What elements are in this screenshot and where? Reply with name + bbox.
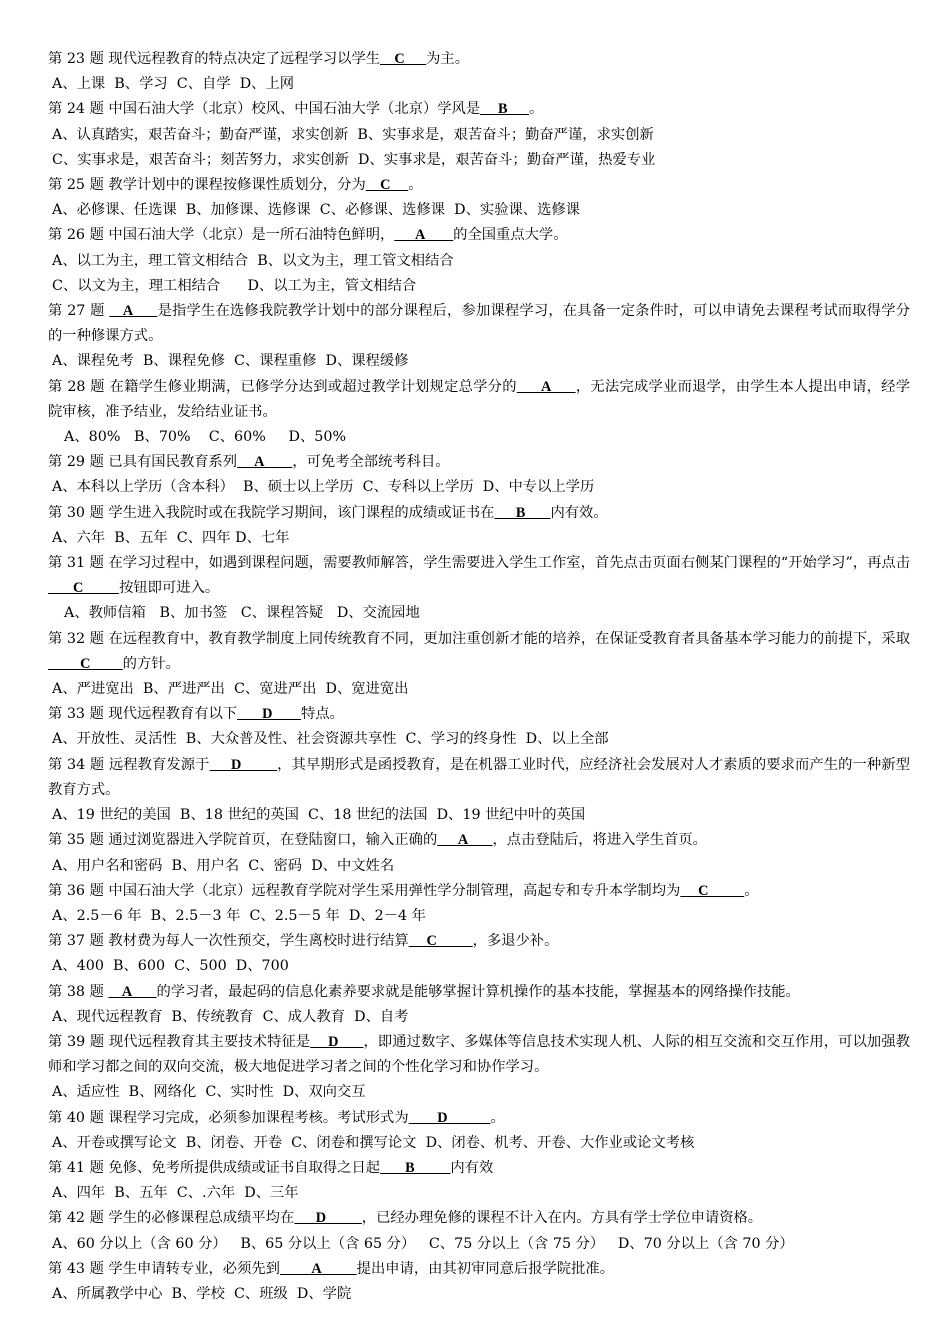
answer-blank: D xyxy=(209,756,278,773)
question-text-after: 的学习者，最起码的信息化素养要求就是能够掌握计算机操作的基本技能，掌握基本的网络操作技能。 xyxy=(156,983,800,1000)
question-block xyxy=(48,627,910,703)
question-text-after: ，可免考全部统考科目。 xyxy=(292,454,450,471)
question-block xyxy=(48,1206,910,1256)
question-text-before: 第 26 题 中国石油大学（北京）是一所石油特色鲜明， xyxy=(48,227,395,244)
question-text-after: 内有效。 xyxy=(550,504,608,521)
question-stem xyxy=(48,980,910,1005)
options-line: A、80% B、70% C、60% D、50% xyxy=(64,429,347,446)
answer-blank: B xyxy=(480,101,529,118)
question-block xyxy=(48,753,910,829)
options-line: C、以文为主，理工相结合 D、以工为主，管文相结合 xyxy=(52,277,417,294)
answer-blank: D xyxy=(237,706,302,723)
question-stem xyxy=(48,753,910,803)
question-text-before: 第 23 题 现代远程教育的特点决定了远程学习以学生 xyxy=(48,51,381,67)
question-stem xyxy=(48,1106,910,1131)
question-block xyxy=(48,879,910,929)
answer-blank: C xyxy=(680,882,745,899)
question-text-before: 第 34 题 远程教育发源于 xyxy=(48,756,210,773)
question-stem xyxy=(48,1206,910,1231)
question-text-before: 第 36 题 中国石油大学（北京）远程教育学院对学生采用弹性学分制管理，高起专和专升本学制均为 xyxy=(48,882,681,899)
question-stem xyxy=(48,299,910,349)
options-line: A、教师信箱 B、加书签 C、课程答疑 D、交流园地 xyxy=(64,605,420,622)
answer-blank: A xyxy=(109,303,158,320)
question-text-after: ，多退少补。 xyxy=(472,933,559,950)
question-text-after: 按钮即可进入。 xyxy=(119,580,220,597)
answer-blank: C xyxy=(408,933,473,950)
options-line: A、用户名和密码 B、用户名 C、密码 D、中文姓名 xyxy=(52,857,395,874)
question-block xyxy=(48,47,910,97)
answer-blank: C xyxy=(48,580,120,597)
question-block xyxy=(48,1106,910,1156)
options-line: A、现代远程教育 B、传统教育 C、成人教育 D、自考 xyxy=(52,1008,409,1025)
question-text-after: 。 xyxy=(490,1109,505,1126)
question-stem xyxy=(48,702,910,727)
question-block xyxy=(48,929,910,979)
options-line: A、认真踏实，艰苦奋斗；勤奋严谨，求实创新 B、实事求是，艰苦奋斗；勤奋严谨，求实创新 xyxy=(52,126,654,143)
options-line: A、必修课、任选课 B、加修课、选修课 C、必修课、选修课 D、实验课、选修课 xyxy=(52,202,580,219)
options-line: A、60 分以上（含 60 分） B、65 分以上（含 65 分） C、75 分以上（含 75 分） D、70 分以上（含 70 分） xyxy=(52,1235,794,1252)
question-text-before: 第 42 题 学生的必修课程总成绩平均在 xyxy=(48,1210,295,1227)
question-text-before: 第 31 题 在学习过程中，如遇到课程问题，需要教师解答，学生需要进入学生工作室，首先点击页面右侧某门课程的“开始学习”，再点击 xyxy=(48,555,910,572)
question-stem xyxy=(48,47,910,72)
question-text-before: 第 30 题 学生进入我院时或在我院学习期间，该门课程的成绩或证书在 xyxy=(48,504,495,521)
options-line: A、适应性 B、网络化 C、实时性 D、双向交互 xyxy=(52,1084,366,1101)
question-text-after: 的方针。 xyxy=(122,655,180,672)
answer-blank: A xyxy=(108,983,157,1000)
answer-blank: B xyxy=(380,1159,451,1176)
question-text-before: 第 39 题 现代远程教育其主要技术特征是 xyxy=(48,1033,311,1050)
question-block xyxy=(48,980,910,1030)
question-block xyxy=(48,1156,910,1206)
options-line: A、所属教学中心 B、学校 C、班级 D、学院 xyxy=(52,1285,352,1302)
answer-blank: D xyxy=(310,1033,364,1050)
question-text-after: 是指学生在选修我院教学计划中的部分课程后，参加课程学习，在具备一定条件时，可以申请免去课程考试而取得学分的一种修课方式。 xyxy=(48,303,911,345)
question-stem xyxy=(48,1257,910,1282)
question-stem xyxy=(48,223,910,248)
question-stem xyxy=(48,627,910,677)
options-line: A、本科以上学历（含本科） B、硕士以上学历 C、专科以上学历 D、中专以上学历 xyxy=(52,479,595,496)
question-text-before: 第 41 题 免修、免考所提供成绩或证书自取得之日起 xyxy=(48,1159,381,1176)
answer-blank: B xyxy=(494,504,551,521)
question-block xyxy=(48,450,910,500)
options-line: A、19 世纪的美国 B、18 世纪的英国 C、18 世纪的法国 D、19 世纪中叶的英国 xyxy=(52,807,586,824)
answer-blank: C xyxy=(365,177,409,194)
answer-blank: A xyxy=(394,227,454,244)
question-text-after: ，即通过数字、多媒体等信息技术实现人机、人际的相互交流和交互作用，可以加强教师和学习都之间的双向交流，极大地促进学习者之间的个性化学习和协作学习。 xyxy=(48,1033,910,1076)
answer-blank: D xyxy=(408,1109,491,1126)
question-block xyxy=(48,375,910,451)
question-text-before: 第 37 题 教材费为每人一次性预交，学生离校时进行结算 xyxy=(48,933,409,950)
question-stem xyxy=(48,501,910,526)
options-line: A、严进宽出 B、严进严出 C、宽进严出 D、宽进宽出 xyxy=(52,681,409,698)
question-block xyxy=(48,173,910,223)
question-text-before: 第 38 题 xyxy=(48,983,109,1000)
question-block xyxy=(48,97,910,173)
options-line: A、以工为主，理工管文相结合 B、以文为主，理工管文相结合 xyxy=(52,252,454,269)
question-stem xyxy=(48,173,910,198)
answer-blank: A xyxy=(279,1260,357,1277)
options-line: A、400 B、600 C、500 D、700 xyxy=(52,958,289,975)
question-text-after: ，已经办理免修的课程不计入在内。方具有学士学位申请资格。 xyxy=(361,1210,763,1227)
question-text-after: 。 xyxy=(408,177,423,194)
question-text-after: 。 xyxy=(529,101,544,118)
options-line: A、四年 B、五年 C、.六年 D、三年 xyxy=(52,1185,299,1202)
question-text-before: 第 35 题 通过浏览器进入学院首页，在登陆窗口，输入正确的 xyxy=(48,832,438,849)
question-text-after: 内有效 xyxy=(450,1159,494,1176)
question-text-after: ，无法完成学业而退学，由学生本人提出申请，经学院审核，准予结业，发给结业证书。 xyxy=(48,378,911,420)
answer-blank: D xyxy=(294,1210,362,1227)
question-text-after: 为主。 xyxy=(426,51,470,67)
options-line: A、课程免考 B、课程免修 C、课程重修 D、课程缓修 xyxy=(52,353,409,370)
question-stem xyxy=(48,450,910,475)
question-text-before: 第 27 题 xyxy=(48,303,110,320)
question-block xyxy=(48,702,910,752)
question-text-after: 的全国重点大学。 xyxy=(453,227,568,244)
question-stem xyxy=(48,879,910,904)
question-stem xyxy=(48,97,910,122)
options-line: A、六年 B、五年 C、四年 D、七年 xyxy=(52,529,290,546)
question-text-after: 特点。 xyxy=(301,706,344,723)
question-stem xyxy=(48,1030,910,1080)
question-block xyxy=(48,223,910,299)
question-text-before: 第 40 题 课程学习完成，必须参加课程考核。考试形式为 xyxy=(48,1109,409,1126)
question-block xyxy=(48,299,910,375)
question-block xyxy=(48,1257,910,1307)
options-line: C、实事求是，艰苦奋斗；刻苦努力，求实创新 D、实事求是，艰苦奋斗；勤奋严谨，热爱专业 xyxy=(52,151,656,168)
question-block xyxy=(48,1030,910,1106)
answer-blank: C xyxy=(48,655,123,672)
answer-blank: A xyxy=(237,454,293,471)
question-stem xyxy=(48,929,910,954)
question-text-before: 第 33 题 现代远程教育有以下 xyxy=(48,706,238,723)
options-line: A、开放性、灵活性 B、大众普及性、社会资源共享性 C、学习的终身性 D、以上全部 xyxy=(52,731,609,748)
question-block xyxy=(48,828,910,878)
question-block xyxy=(48,501,910,551)
options-line: A、上课 B、学习 C、自学 D、上网 xyxy=(52,76,295,93)
question-text-after: ，点击登陆后，将进入学生首页。 xyxy=(492,832,707,849)
question-text-before: 第 25 题 教学计划中的课程按修课性质划分，分为 xyxy=(48,177,366,194)
question-stem xyxy=(48,551,910,601)
question-text-before: 第 28 题 在籍学生修业期满，已修学分达到或超过教学计划规定总学分的 xyxy=(48,378,517,395)
question-text-before: 第 24 题 中国石油大学（北京）校风、中国石油大学（北京）学风是 xyxy=(48,101,481,118)
question-text-after: 。 xyxy=(744,882,759,899)
question-stem xyxy=(48,375,910,425)
answer-blank: C xyxy=(380,51,427,67)
answer-blank: A xyxy=(437,832,493,849)
answer-blank: A xyxy=(516,378,576,395)
question-stem xyxy=(48,1156,910,1181)
question-block xyxy=(48,551,910,627)
options-line: A、开卷或撰写论文 B、闭卷、开卷 C、闭卷和撰写论文 D、闭卷、机考、开卷、大作业或论文考核 xyxy=(52,1134,695,1151)
question-text-after: ，其早期形式是函授教育，是在机器工业时代，应经济社会发展对人才素质的要求而产生的一种新型教育方式。 xyxy=(48,756,911,798)
question-text-before: 第 29 题 已具有国民教育系列 xyxy=(48,454,238,471)
question-stem xyxy=(48,828,910,853)
question-text-before: 第 43 题 学生申请转专业，必须先到 xyxy=(48,1260,280,1277)
question-text-before: 第 32 题 在远程教育中，教育教学制度上同传统教育不同，更加注重创新才能的培养，在保证受教育者具备基本学习能力的前提下，采取 xyxy=(48,630,910,647)
options-line: A、2.5－6 年 B、2.5－3 年 C、2.5－5 年 D、2－4 年 xyxy=(52,907,426,924)
question-text-after: 提出申请，由其初审同意后报学院批准。 xyxy=(356,1260,614,1277)
